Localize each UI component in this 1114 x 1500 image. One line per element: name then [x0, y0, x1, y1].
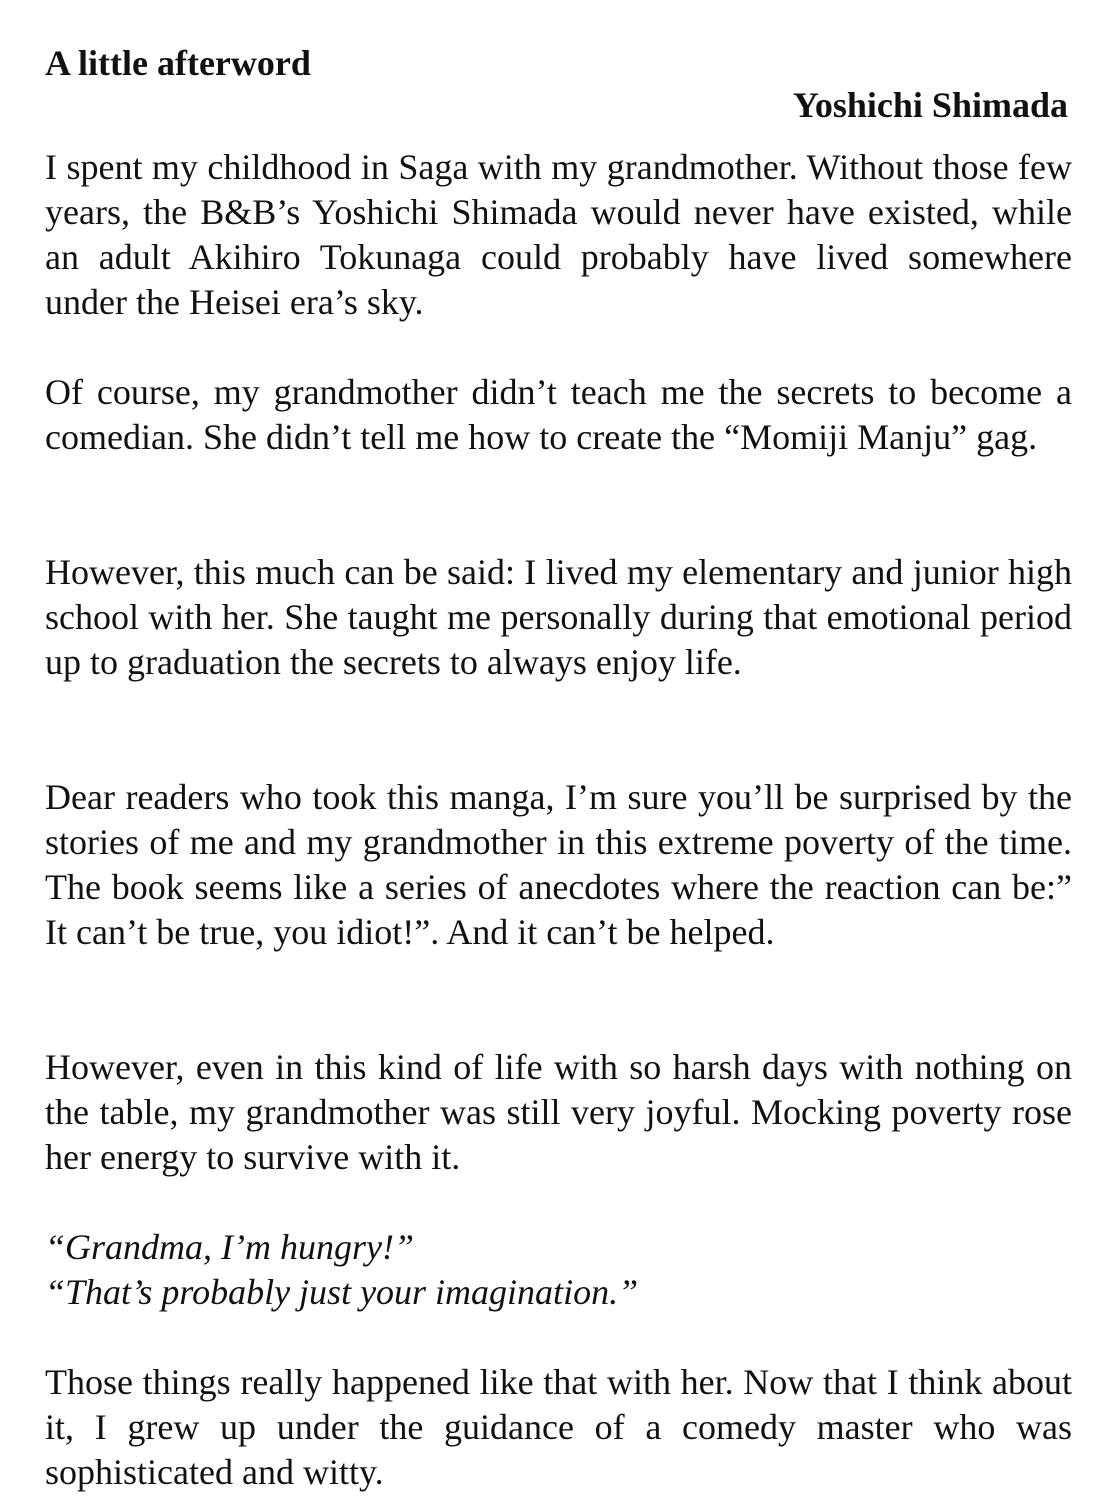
dialogue-line-imagination: “That’s probably just your imagination.” — [45, 1272, 639, 1312]
paragraph-comedy-master: Those things really happened like that with her. Now that I think about it, I grew up under the guidance of a comedy master who was sophisticated and witty. — [45, 1362, 1072, 1492]
paragraph-joyful-grandmother: However, even in this kind of life with so harsh days with nothing on the table, my grandmother was still very joyful. Mocking poverty rose her energy to survive with it. — [45, 1047, 1072, 1177]
dialogue-line-hungry: “Grandma, I’m hungry!” — [45, 1227, 414, 1267]
paragraph-reader-note: Dear readers who took this manga, I’m sure you’ll be surprised by the stories of me and my grandmother in this extreme poverty of the time. The book seems like a series of anecdotes where the reaction can be:” It can’t be true, you idiot!”. And it can’t be helped. — [45, 777, 1072, 952]
author-name: Yoshichi Shimada — [792, 85, 1068, 125]
paragraph-childhood: I spent my childhood in Saga with my grandmother. Without those few years, the B&B’s Yoshichi Shimada would never have existed, while an adult Akihiro Tokunaga could probably have lived somewhere under the Heisei era’s sky. — [45, 147, 1072, 322]
page-title: A little afterword — [45, 43, 311, 83]
paragraph-school-years: However, this much can be said: I lived my elementary and junior high school with her. She taught me personally during that emotional period up to graduation the secrets to always enjoy life. — [45, 552, 1072, 682]
paragraph-comedian-secrets: Of course, my grandmother didn’t teach me the secrets to become a comedian. She didn’t tell me how to create the “Momiji Manju” gag. — [45, 372, 1072, 457]
